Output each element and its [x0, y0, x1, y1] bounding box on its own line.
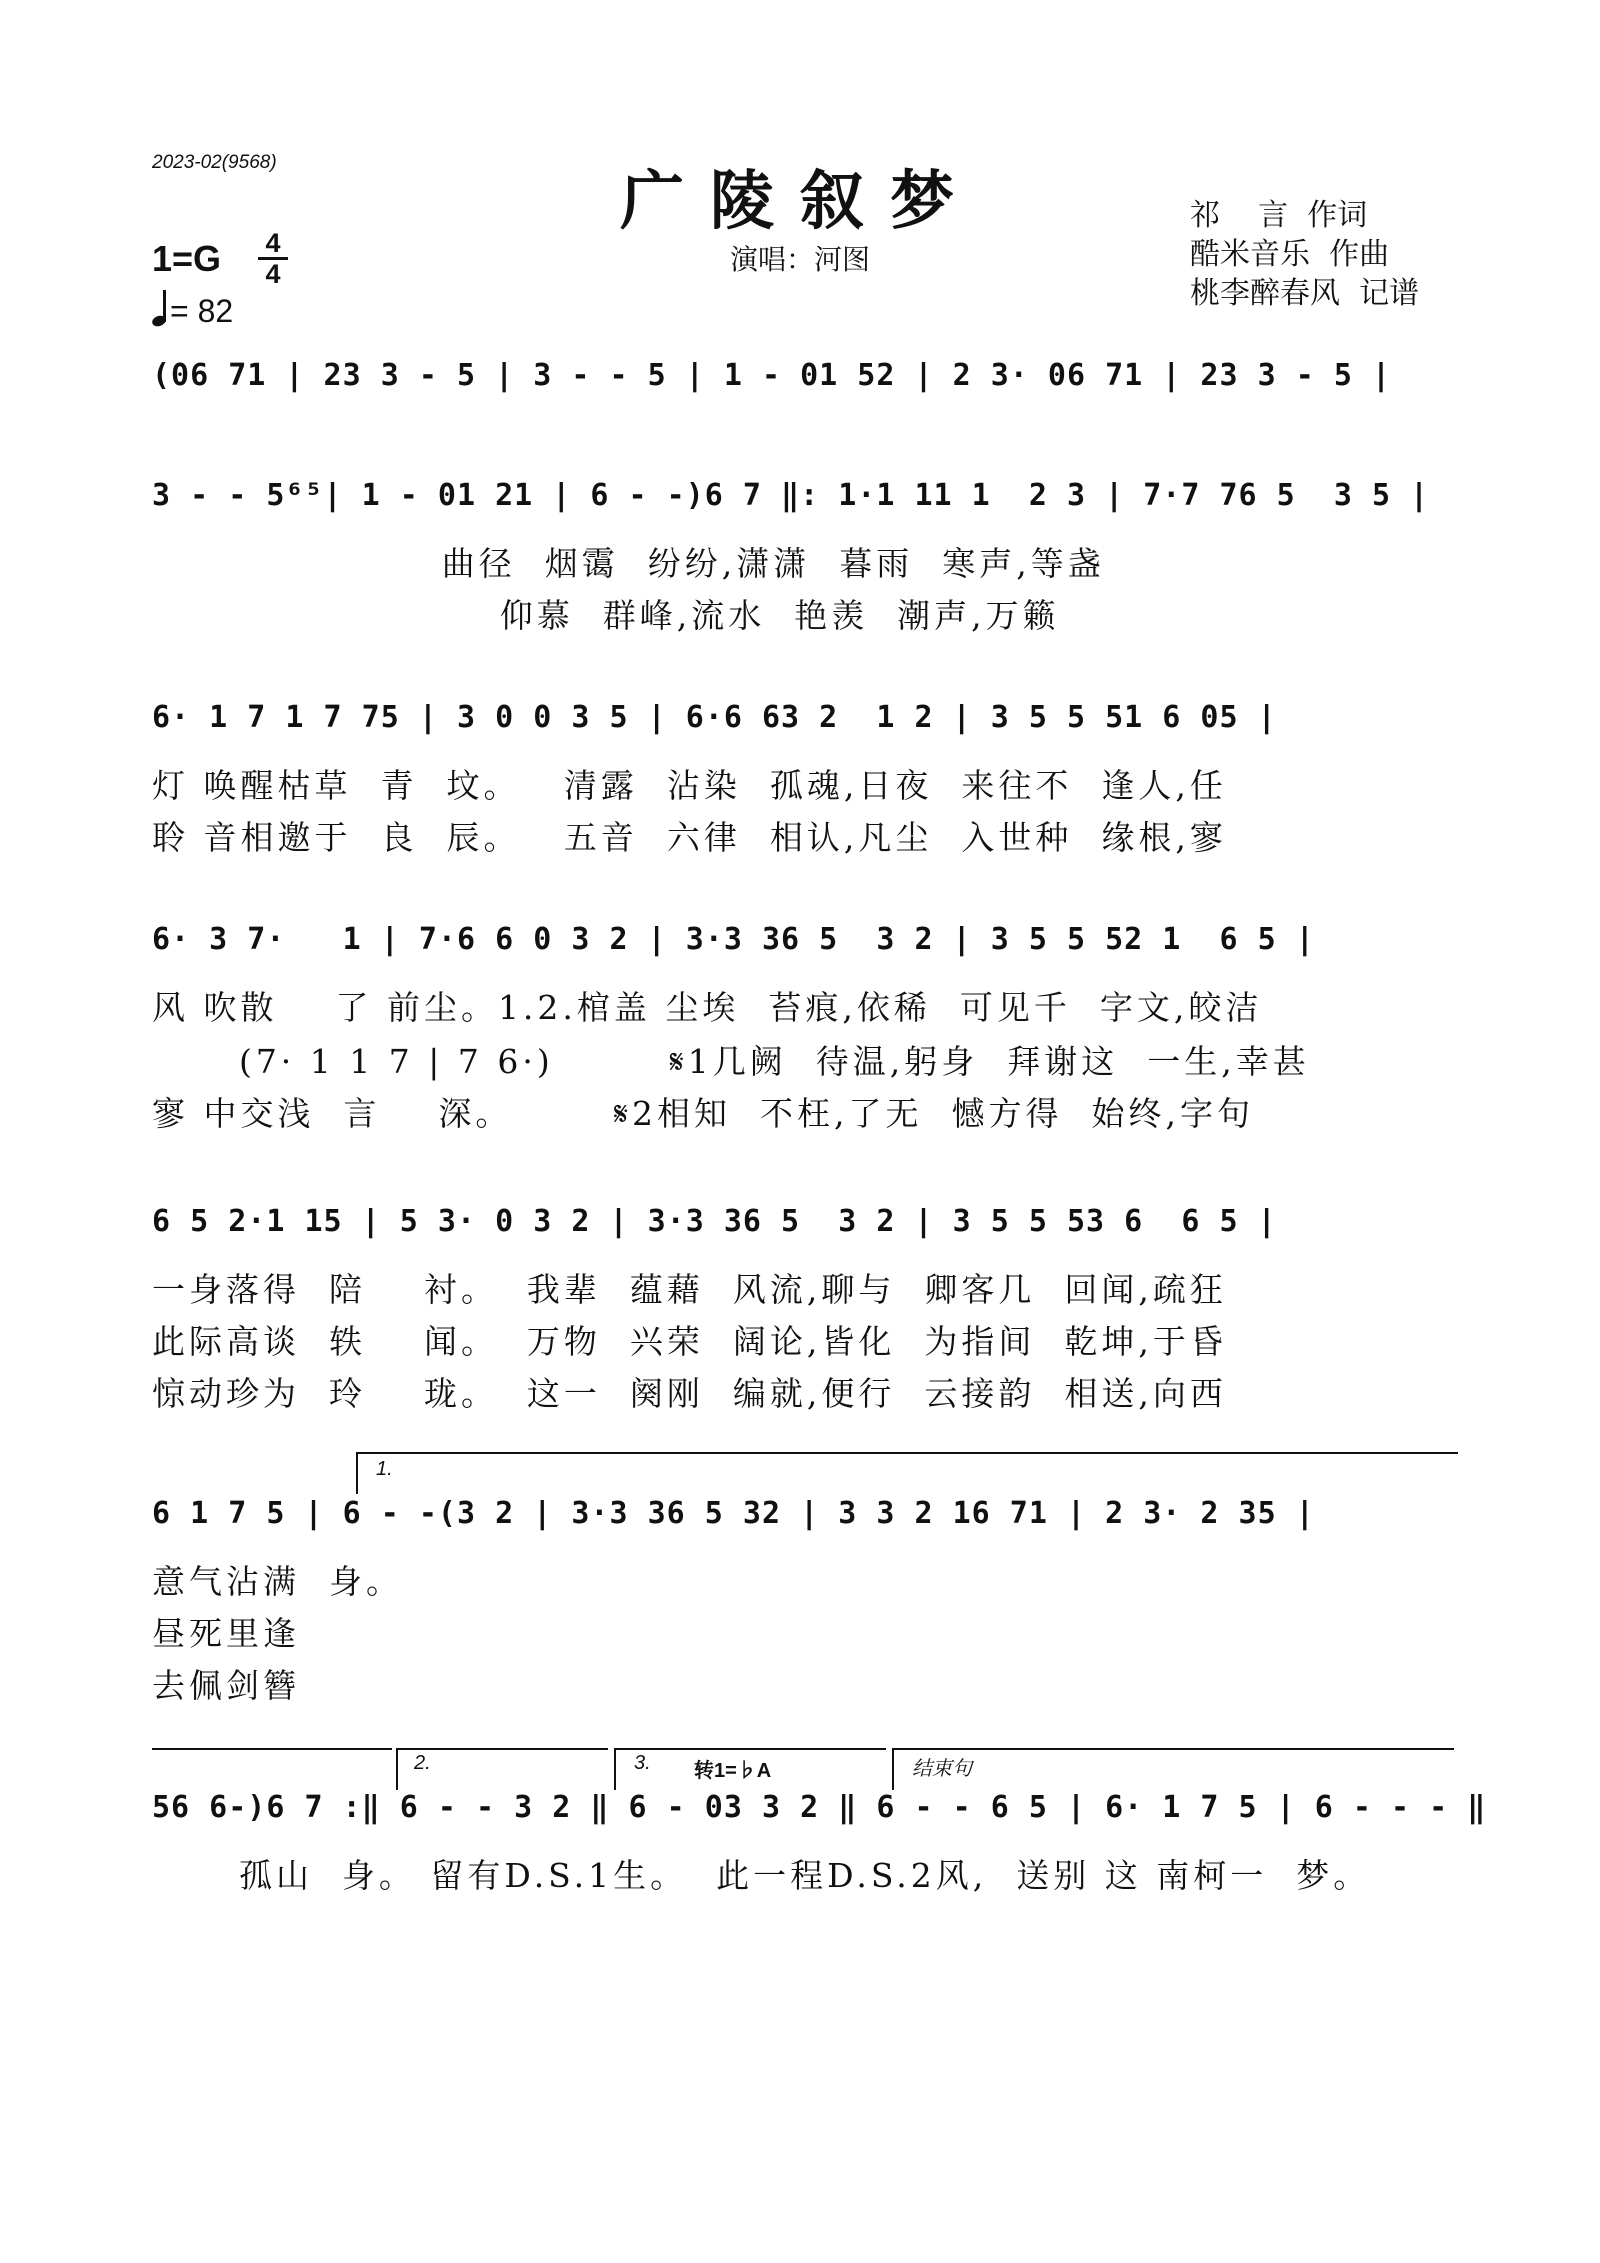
time-signature — [258, 230, 288, 287]
song-title: 广陵叙梦 — [620, 164, 980, 239]
score-line-5: 6 5 2·1 15 | 5 3· 0 3 2 | 3·3 36 5 3 2 | 3 5 5 53 6 6 5 | — [152, 1204, 1277, 1239]
lyric-6-2: 昼死里逢 — [152, 1614, 300, 1653]
transcriber: 桃李醉春风 记谱 — [1190, 276, 1420, 311]
lyric-5-1: 一身落得 陪 衬。 我辈 蕴藉 风流,聊与 卿客几 回闻,疏狂 — [152, 1270, 1227, 1309]
volta-1-bracket — [356, 1452, 1458, 1494]
score-line-2: 3 - - 5⁶⁵| 1 - 01 21 | 6 - -)6 7 ‖: 1·1 11 1 2 3 | 7·7 76 5 3 5 | — [152, 478, 1430, 513]
lyric-4-3: 寥 中交浅 言 深。 𝄋2相知 不枉,了无 憾方得 始终,字句 — [152, 1094, 1254, 1133]
composer: 酷米音乐 作曲 — [1190, 237, 1390, 272]
lyric-5-3: 惊动珍为 玲 珑。 这一 阕刚 编就,便行 云接韵 相送,向西 — [152, 1374, 1227, 1413]
lyric-5-2: 此际高谈 轶 闻。 万物 兴荣 阔论,皆化 为指间 乾坤,于昏 — [152, 1322, 1227, 1361]
lyric-6-1: 意气沾满 身。 — [152, 1562, 403, 1601]
volta-1-label: 1. — [376, 1458, 393, 1480]
ending-bracket — [892, 1748, 1454, 1790]
tempo — [152, 288, 233, 330]
volta-3-label: 3. — [634, 1752, 651, 1774]
score-line-6: 6 1 7 5 | 6 - -(3 2 | 3·3 36 5 32 | 3 3 2 16 71 | 2 3· 2 35 | — [152, 1496, 1315, 1531]
lyric-6-3: 去佩剑簪 — [152, 1666, 300, 1705]
tempo-value: = 82 — [170, 293, 234, 329]
lyric-4-2: (7· 1 1 7 | 7 6·) 𝄋1几阙 待温,躬身 拜谢这 一生,幸甚 — [152, 1042, 1310, 1081]
modulation-mark: 转1=♭A — [694, 1760, 772, 1782]
lyric-3-2: 聆 音相邀于 良 辰。 五音 六律 相认,凡尘 入世种 缘根,寥 — [152, 818, 1227, 857]
ending-label: 结束句 — [912, 1758, 972, 1780]
quarter-note-icon — [152, 288, 166, 326]
singer: 演唱：河图 — [730, 243, 871, 276]
lyricist: 祁 言 作词 — [1190, 198, 1368, 233]
key-signature: 1=G — [152, 238, 222, 279]
lyric-2-2: 仰慕 群峰,流水 艳羡 潮声,万籁 — [152, 596, 1060, 635]
volta-2-label: 2. — [414, 1752, 431, 1774]
line-7-top-rule — [152, 1748, 392, 1750]
lyric-7-1: 孤山 身。 留有D.S.1生。 此一程D.S.2风, 送别 这 南柯一 梦。 — [152, 1856, 1371, 1895]
time-top: 4 — [265, 228, 281, 258]
score-line-1: (06 71 | 23 3 - 5 | 3 - - 5 | 1 - 01 52 | 2 3· 06 71 | 23 3 - 5 | — [152, 358, 1391, 393]
time-bottom: 4 — [265, 259, 281, 289]
credits — [1190, 196, 1419, 313]
score-line-3: 6· 1 7 1 7 75 | 3 0 0 3 5 | 6·6 63 2 1 2 | 3 5 5 51 6 05 | — [152, 700, 1277, 735]
score-line-7: 56 6-)6 7 :‖ 6 - - 3 2 ‖ 6 - 03 3 2 ‖ 6 - - 6 5 | 6· 1 7 5 | 6 - - - ‖ — [152, 1790, 1487, 1825]
score-line-4: 6· 3 7· 1 | 7·6 6 0 3 2 | 3·3 36 5 3 2 | 3 5 5 52 1 6 5 | — [152, 922, 1315, 957]
lyric-3-1: 灯 唤醒枯草 青 坟。 清露 沾染 孤魂,日夜 来往不 逢人,任 — [152, 766, 1227, 805]
lyric-4-1: 风 吹散 了 前尘。1.2.棺盖 尘埃 苔痕,依稀 可见千 字文,皎洁 — [152, 988, 1263, 1027]
score-code: 2023-02(9568) — [152, 152, 277, 173]
lyric-2-1: 曲径 烟霭 纷纷,潇潇 暮雨 寒声,等盏 — [152, 544, 1105, 583]
